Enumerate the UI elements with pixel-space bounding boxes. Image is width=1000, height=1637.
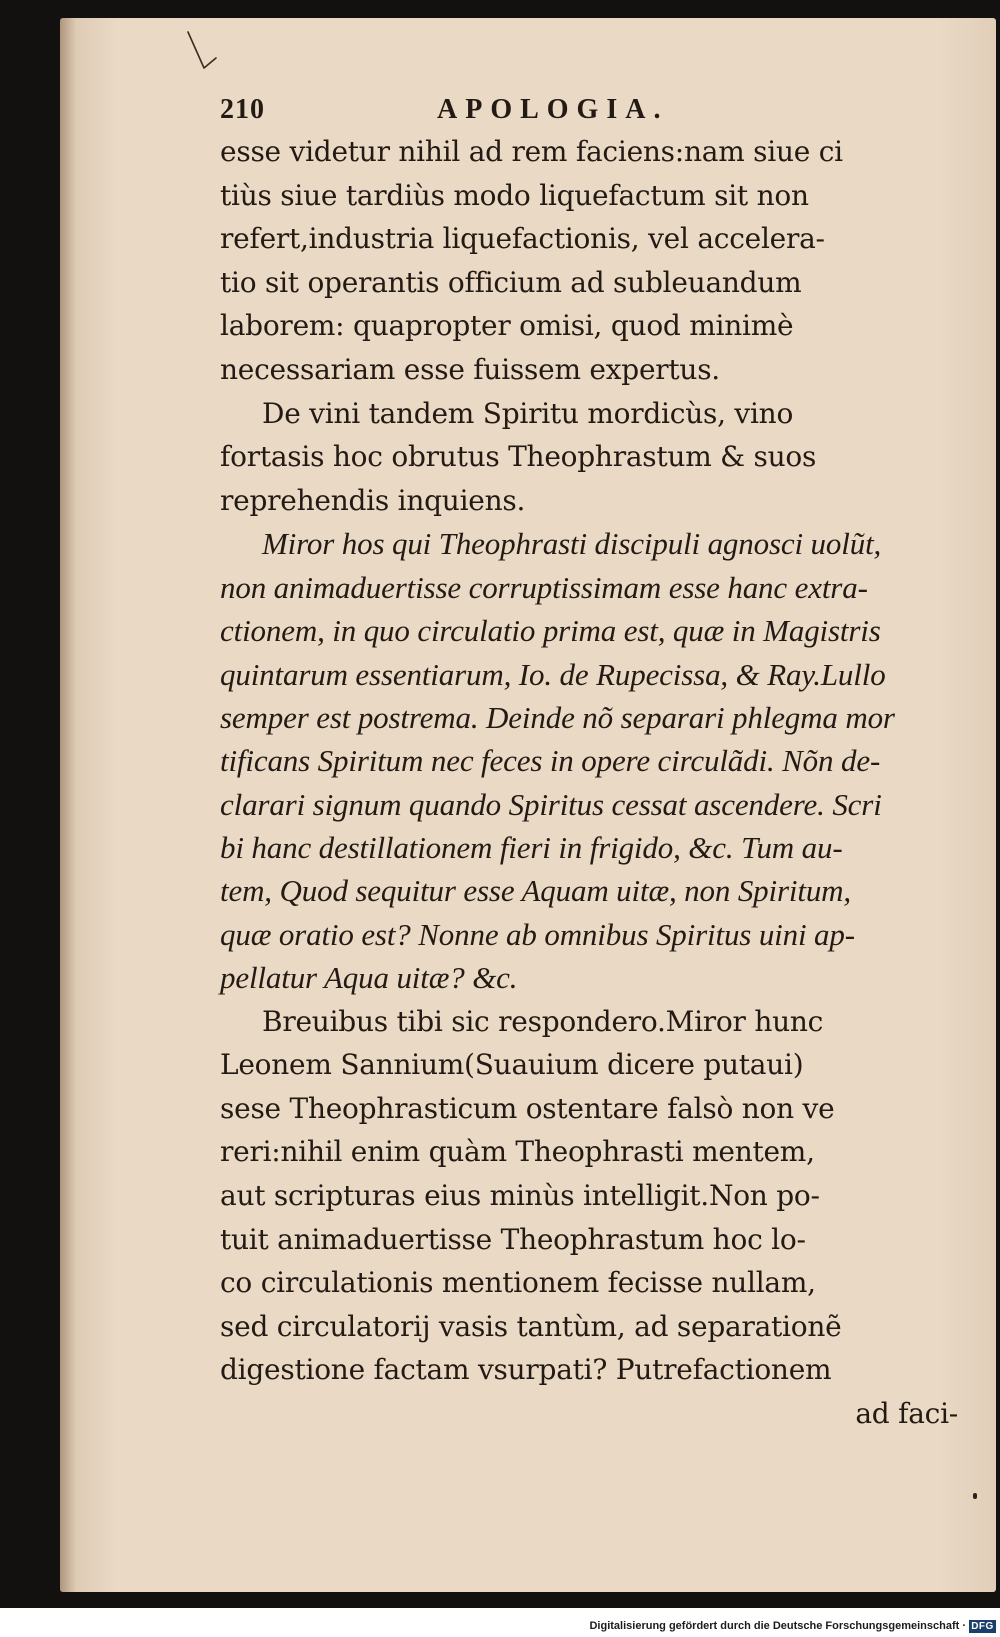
- text-line: De vini tandem Spiritu mordicùs, vino: [262, 396, 794, 430]
- text-line: co circulationis mentionem fecisse nullam,: [220, 1266, 816, 1300]
- book-page: [60, 18, 996, 1592]
- paragraph-1: [220, 130, 980, 392]
- paragraph-2: [220, 392, 980, 523]
- quotation-line: bi hanc destillationem fieri in frigido, &c. Tum au-: [220, 830, 843, 866]
- dfg-logo-icon: DFG: [969, 1620, 996, 1633]
- text-line: digestione factam vsurpati? Putrefactionem: [220, 1353, 832, 1387]
- quotation-line: tem, Quod sequitur esse Aquam uitæ, non Spiritum,: [220, 873, 852, 909]
- quotation-line: Miror hos qui Theophrasti discipuli agnosci uolũt,: [262, 526, 882, 562]
- text-line: reprehendis inquiens.: [220, 483, 526, 517]
- catchword: ad faci-: [855, 1396, 958, 1430]
- quotation-line: ctionem, in quo circulatio prima est, quæ in Magistris: [220, 613, 881, 649]
- text-line: esse videtur nihil ad rem faciens:nam siue ci: [220, 135, 843, 168]
- digitization-footer: [0, 1618, 1000, 1637]
- ink-speck: [973, 1493, 977, 1499]
- text-line: necessariam esse fuissem expertus.: [220, 352, 720, 386]
- quotation-line: non animaduertisse corruptissimam esse hanc extra-: [220, 569, 868, 605]
- paragraph-3: [220, 1000, 980, 1392]
- text-line: tiùs siue tardiùs modo liquefactum sit non: [220, 178, 809, 212]
- text-line: reri:nihil enim quàm Theophrasti mentem,: [220, 1135, 815, 1169]
- text-block: [220, 90, 980, 1436]
- quotation: [220, 522, 980, 999]
- quotation-line: tificans Spiritum nec feces in opere circulãdi. Nõn de-: [220, 743, 881, 779]
- text-line: sed circulatorij vasis tantùm, ad separationẽ: [220, 1309, 842, 1343]
- page-number: 210: [220, 94, 265, 125]
- text-line: fortasis hoc obrutus Theophrastum & suos: [220, 440, 817, 474]
- quotation-line: semper est postrema. Deinde nõ separari phlegma mor: [220, 699, 895, 735]
- footer-credit: Digitalisierung gefördert durch die Deutsche Forschungsgemeinschaft ·: [589, 1620, 966, 1632]
- quotation-line: quintarum essentiarum, Io. de Rupecissa, & Ray.Lullo: [220, 656, 886, 692]
- running-head: [220, 90, 980, 130]
- gutter-shadow: [60, 18, 76, 1592]
- text-line: laborem: quapropter omisi, quod minimè: [220, 309, 794, 343]
- text-line: refert,industria liquefactionis, vel accelera-: [220, 222, 825, 256]
- text-line: tuit animaduertisse Theophrastum hoc lo-: [220, 1222, 806, 1256]
- text-line: sese Theophrasticum ostentare falsò non ve: [220, 1091, 835, 1125]
- text-line: Breuibus tibi sic respondero.Miror hunc: [262, 1004, 824, 1038]
- running-title: APOLOGIA.: [437, 94, 669, 125]
- text-line: aut scripturas eius minùs intelligit.Non po-: [220, 1179, 820, 1213]
- quotation-line: pellatur Aqua uitæ? &c.: [220, 960, 518, 996]
- quotation-line: clarari signum quando Spiritus cessat ascendere. Scri: [220, 786, 882, 822]
- text-line: Leonem Sannium(Suauium dicere putaui): [220, 1048, 804, 1082]
- text-line: tio sit operantis officium ad subleuandum: [220, 265, 802, 299]
- quotation-line: quæ oratio est? Nonne ab omnibus Spiritus uini ap-: [220, 916, 855, 952]
- handwritten-mark: [182, 28, 222, 78]
